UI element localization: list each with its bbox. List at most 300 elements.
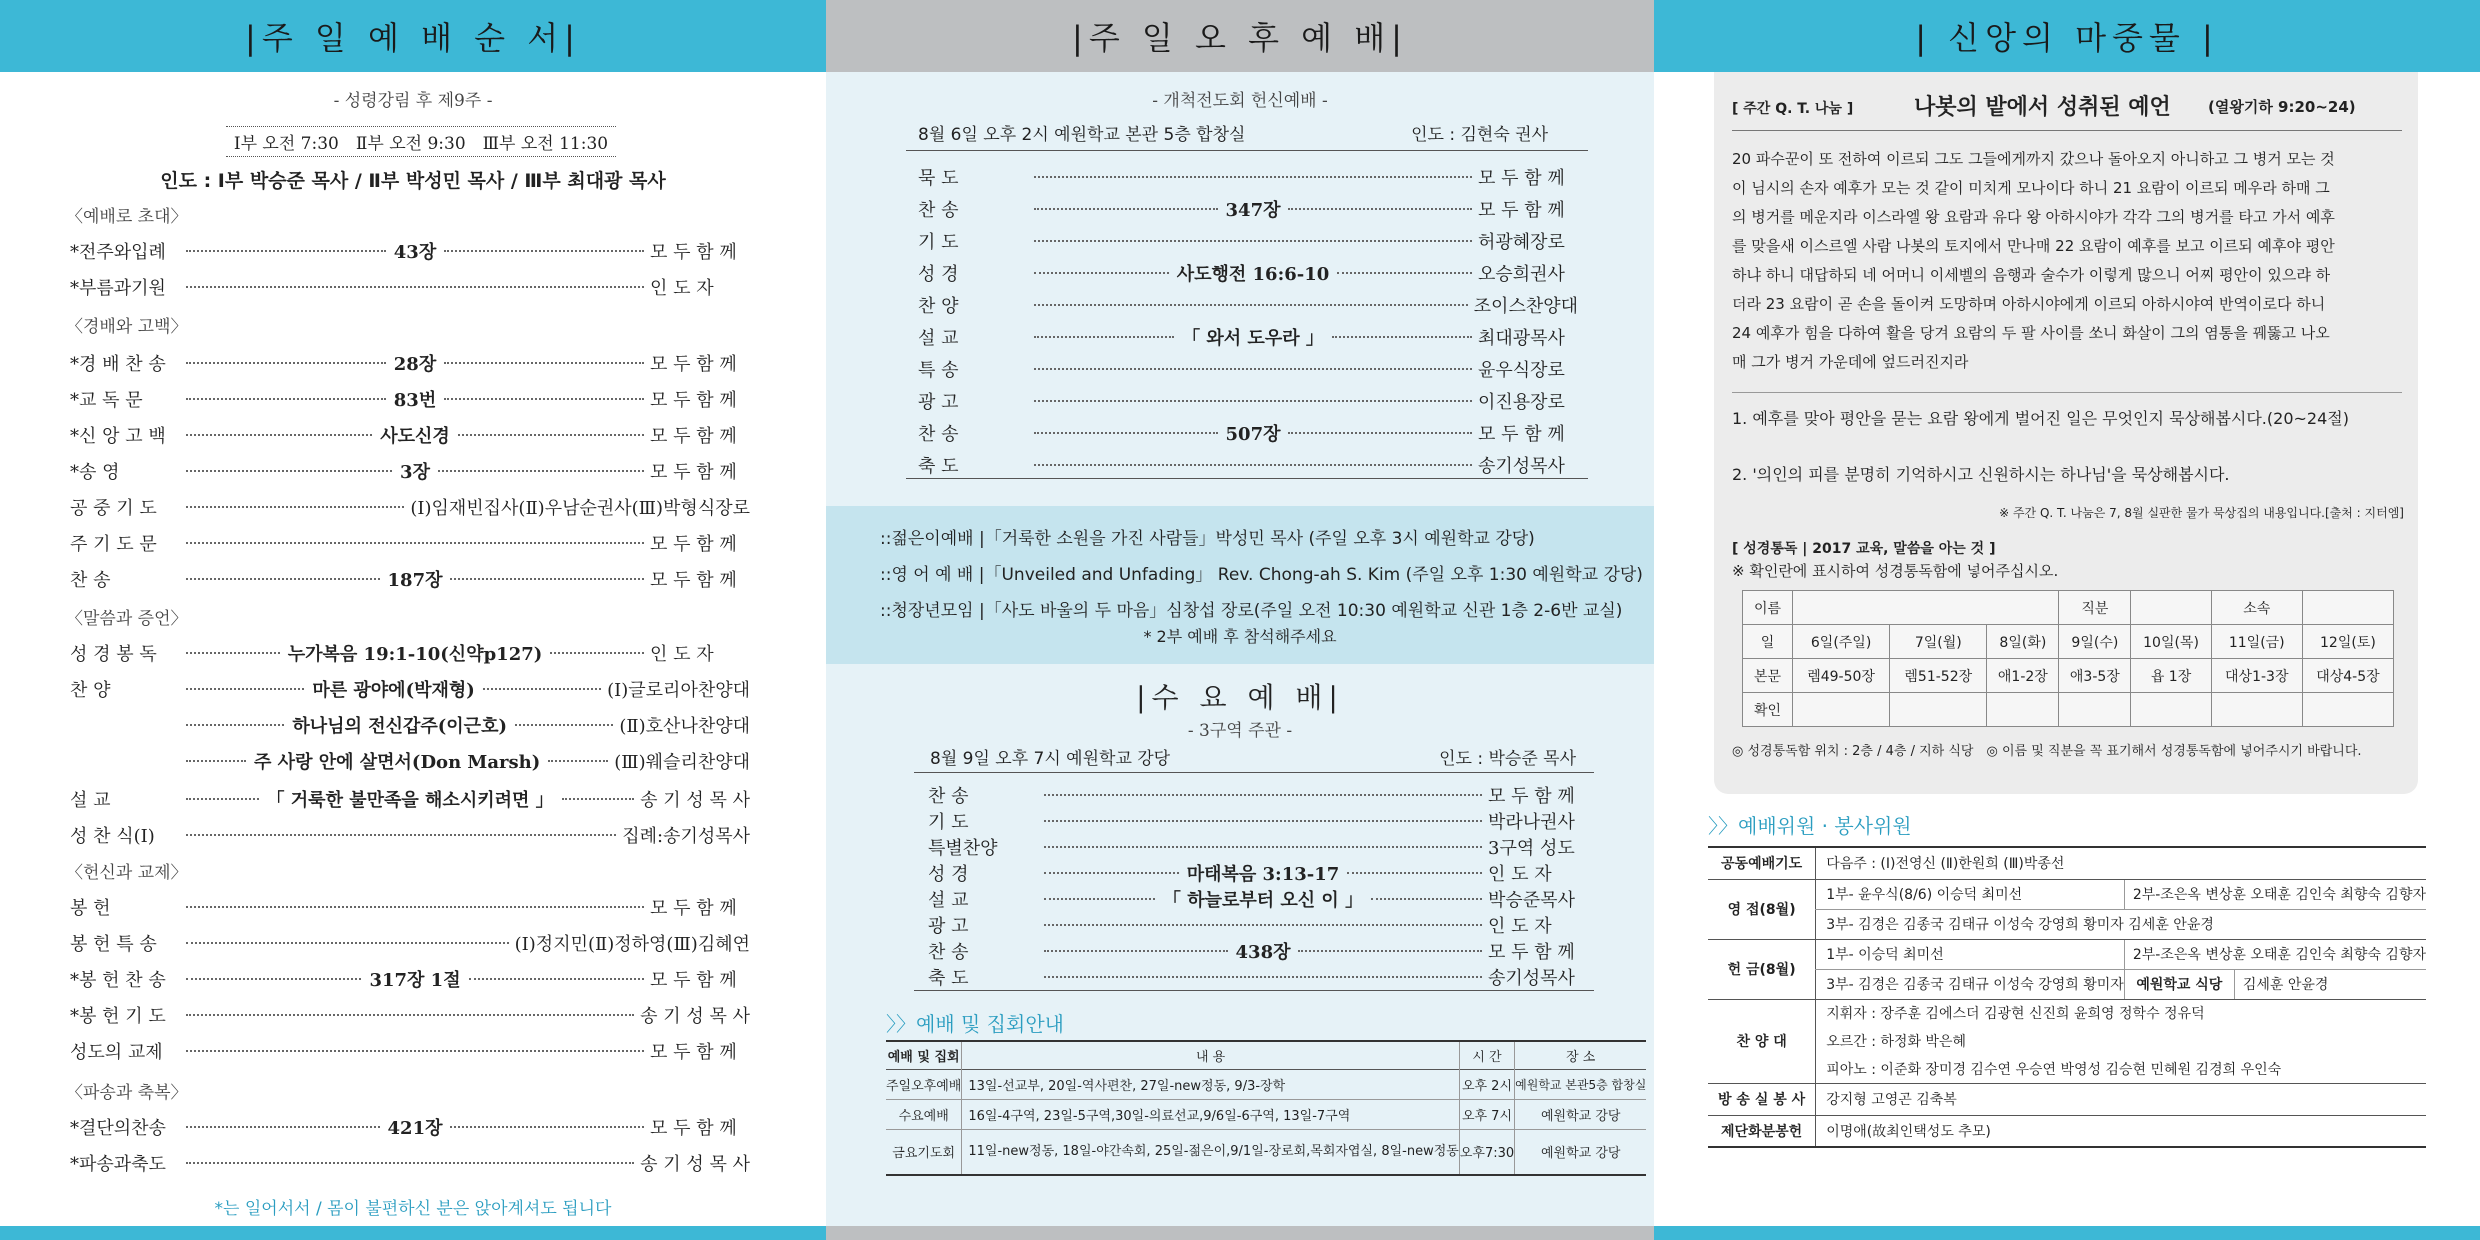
order-person: 모 두 함 께 [650,534,737,555]
order-row [70,748,750,774]
order-row [70,530,750,556]
wed-leader: 인도 : 박승준 목사 [1439,749,1576,769]
order-content: 누가복음 19:1-10(신약p127) [287,644,543,665]
leader-dots [186,506,404,508]
order-label: 설 교 [70,790,111,811]
order-person: (Ⅰ)글로리아찬양대 [607,680,750,701]
leader-dots [186,362,386,364]
order-person: 인 도 자 [650,278,714,299]
leader-dots [1044,976,1482,978]
leader-dots [450,1126,644,1128]
bt-check-box[interactable] [2059,693,2131,727]
order-label: 찬 양 [70,680,111,701]
qt-panel [1714,72,2418,794]
bt-check-box[interactable] [2302,693,2393,727]
leader-dots [1034,176,1472,178]
order-person: 인 도 자 [1488,916,1552,937]
order-person: 박라나권사 [1488,812,1575,833]
order-person: (Ⅱ)호산나찬양대 [619,716,750,737]
order-row [70,238,750,264]
footer-bar [1654,1226,2480,1240]
order-content: 28장 [393,354,437,375]
leader-dots [186,798,259,800]
guide-cell: 금요기도회 [892,1146,956,1162]
divider [1732,392,2402,393]
order-person: 3구역 성도 [1488,838,1575,859]
bt-day: 6일(주일) [1793,625,1890,659]
order-label: 설 교 [928,890,969,911]
order-person: 모 두 함 께 [650,390,737,411]
order-label: 축 도 [918,456,959,477]
guide-header: 장 소 [1515,1041,1647,1069]
leader-dots [1034,272,1169,274]
order-row [928,938,1588,964]
leader-dots [1288,432,1472,434]
leader-dots [186,906,644,908]
bt-check-box[interactable] [1890,693,1987,727]
leader-dots [186,434,372,436]
leader-dots [186,286,644,288]
order-row [70,966,750,992]
leader-dots [562,798,635,800]
leader-dots [483,688,601,690]
bt-reading: 애1-2장 [1987,659,2059,693]
serve-label: 영 접(8월) [1708,879,1816,939]
bt-reading: 렘49-50장 [1793,659,1890,693]
order-label: *봉 헌 기 도 [70,1006,166,1027]
order-person: 모 두 함 께 [650,1118,737,1139]
order-label: *교 독 문 [70,390,143,411]
bt-cell: 소속 [2211,591,2302,625]
service-leader: 인도 : 김현숙 권사 [1411,125,1548,145]
bt-cell: 본문 [1743,659,1793,693]
guide-table [886,1040,1646,1176]
footer-bar [0,1226,826,1240]
leader-dots [186,760,246,762]
leader-dots [1044,820,1482,822]
leader-dots [186,1126,380,1128]
column-faith-primer [1654,0,2480,1240]
order-person: 모 두 함 께 [650,242,737,263]
order-row [70,494,750,520]
serve-label: 헌 금(8월) [1708,939,1816,999]
order-row [70,386,750,412]
leader-dots [1034,432,1218,434]
bible-footnote: ◎ 성경통독함 위치 : 2층 / 4층 / 지하 식당 ◎ 이름 및 직분을 꼭 표기해서 성경통독함에 넣어주시기 바랍니다. [1732,744,2362,759]
order-person: 송 기 성 목 사 [640,790,750,811]
bt-cell: 직분 [2059,591,2131,625]
guide-header: 내 용 [962,1041,1459,1069]
order-person: 모 두 함 께 [650,426,737,447]
service-info: 8월 6일 오후 2시 예원학교 본관 5층 합창실 [918,125,1246,145]
qt-text-line: 더라 23 요람이 곧 손을 돌이켜 도망하며 아하시야에게 이르되 아하시야여 반역이로다 하니 [1732,295,2326,313]
order-person: 모 두 함 께 [1488,786,1575,807]
bt-day: 11일(금) [2211,625,2302,659]
order-row [928,860,1588,886]
order-label: *부름과기원 [70,278,166,299]
leader-dots [1044,924,1482,926]
guide-cell: 오후 2시 [1459,1069,1514,1099]
bible-note: ※ 확인란에 표시하여 성경통독함에 넣어주십시오. [1732,562,2059,580]
bt-cell: 이름 [1743,591,1793,625]
order-label: 찬 양 [918,296,959,317]
order-label: 찬 송 [928,942,969,963]
order-person: 송기성목사 [1478,456,1565,477]
bt-reading: 대상1-3장 [2211,659,2302,693]
order-person: 인 도 자 [650,644,714,665]
order-row [918,324,1578,350]
leader-dots [1034,464,1472,466]
leader-dots [1044,794,1482,796]
order-content: 83번 [393,390,437,411]
order-content: 43장 [393,242,437,263]
notice-adult: ::청장년모임 |「사도 바울의 두 마음」심창섭 장로(주일 오전 10:30 예원학교 신관 1층 2-6반 교실) [880,601,1623,621]
leader-dots [1337,272,1472,274]
wed-title: |수 요 예 배| [1136,681,1344,714]
wed-info: 8월 9일 오후 7시 예원학교 강당 [930,749,1171,769]
serve-cell: 강지형 고영곤 김축복 [1816,1083,2426,1115]
order-content: 438장 [1235,942,1291,963]
order-label: 찬 송 [918,200,959,221]
leader-dots [186,250,386,252]
serve-cell: 1부- 윤우식(8/6) 이승덕 최미선 [1816,879,2125,909]
column-title: |주 일 오 후 예 배| [826,0,1654,72]
order-content: 사도행전 16:6-10 [1176,264,1330,285]
leader-dots [186,542,644,544]
bt-day: 12일(토) [2302,625,2393,659]
serve-title: 〉〉예배위원 · 봉사위원 [1708,814,1912,838]
order-person: 모 두 함 께 [1488,942,1575,963]
order-label: 주 기 도 문 [70,534,157,555]
subtitle: - 성령강림 후 제9주 - [333,91,493,111]
leader-dots [1044,846,1482,848]
bt-day: 7일(월) [1890,625,1987,659]
bt-check-box[interactable] [2131,693,2211,727]
order-label: 성 찬 식(Ⅰ) [70,826,155,847]
order-content: 187장 [387,570,443,591]
order-row [70,676,750,702]
leader-dots [186,834,616,836]
bible-title: [ 성경통독 | 2017 교육, 말씀을 아는 것 ] [1732,541,1996,557]
serve-cell: 다음주 : (Ⅰ)전영신 (Ⅱ)한원희 (Ⅲ)박종선 [1816,847,2426,879]
order-label: 광 고 [918,392,959,413]
order-person: (Ⅲ)웨슬리찬양대 [614,752,750,773]
guide-cell: 오후 7시 [1459,1099,1514,1129]
order-row [918,260,1578,286]
order-person: 송 기 성 목 사 [640,1006,750,1027]
wed-subtitle: - 3구역 주관 - [1187,721,1293,741]
order-person: 오승희권사 [1478,264,1565,285]
column-sunday-order [0,0,826,1240]
leader-dots [1044,872,1179,874]
guide-header: 예배 및 집회 [887,1049,960,1065]
order-label: 축 도 [928,968,969,989]
order-row [928,886,1588,912]
order-label: 기 도 [918,232,959,253]
order-row [918,164,1578,190]
serve-label: 찬 양 대 [1708,999,1816,1083]
serve-label: 공동예배기도 [1708,847,1816,879]
leader-dots [186,978,361,980]
guide-cell: 주일오후예배 [886,1078,962,1094]
qt-text-line: 24 예후가 힘을 다하여 활을 당겨 요람의 두 팔 사이를 쏘니 화살이 그의 염통을 꿰뚫고 나오 [1732,324,2330,342]
order-row [70,822,750,848]
order-row [928,912,1588,938]
bt-day: 10일(목) [2131,625,2211,659]
order-person: 인 도 자 [1488,864,1552,885]
order-label: *결단의찬송 [70,1118,166,1139]
order-label: 기 도 [928,812,969,833]
order-row [70,640,750,666]
order-label: 설 교 [918,328,959,349]
order-content: 「 하늘로부터 오신 이 」 [1162,890,1364,911]
order-row [70,274,750,300]
order-label: 묵 도 [918,168,959,189]
qt-tag: [ 주간 Q. T. 나눔 ] [1732,101,1854,117]
leader-dots [1288,208,1472,210]
leader-dots [1332,336,1472,338]
order-row [918,228,1578,254]
order-label: 찬 송 [928,786,969,807]
guide-cell: 11일-new정동, 18일-야간속회, 25일-젊은이,9/1일-장로회,목회자엽실, 8일-new정동 [962,1129,1459,1175]
leader-dots [1034,400,1472,402]
order-row [70,1038,750,1064]
order-person: 허광혜장로 [1478,232,1565,253]
order-row [918,356,1578,382]
order-label: *전주와입례 [70,242,166,263]
order-content: 「 와서 도우라 」 [1182,328,1324,349]
leader-dots [550,652,644,654]
bt-input[interactable] [2131,591,2211,625]
guide-title: 〉〉예배 및 집회안내 [886,1012,1064,1036]
qt-text-line: 매 그가 병거 가운데에 엎드러진지라 [1732,353,1969,371]
order-person: 모 두 함 께 [1478,168,1565,189]
order-label: *송 영 [70,462,120,483]
serve-cell: 지휘자 : 장주훈 김에스더 김광현 신진희 윤희영 정학수 정유덕 [1816,999,2426,1027]
divider [906,150,1588,151]
qt-title: 나봇의 밭에서 성취된 예언 [1914,95,2171,120]
order-row [70,894,750,920]
leader-dots [1034,304,1468,306]
divider [906,478,1588,479]
order-label: 찬 송 [918,424,959,445]
divider [1732,130,2402,131]
order-row [70,566,750,592]
order-content: 317장 1절 [369,970,461,991]
leader-dots [186,652,280,654]
qt-question-2: 2. '의인의 피를 분명히 기억하시고 신원하시는 하나님'을 묵상해봅시다. [1732,465,2230,484]
order-label: 특 송 [918,360,959,381]
leader-dots [1034,208,1218,210]
leader-dots [1034,368,1472,370]
order-label: 봉 헌 [70,898,111,919]
bt-check-box[interactable] [2211,693,2302,727]
order-content: 주 사랑 안에 살면서(Don Marsh) [254,752,541,773]
bt-reading: 애3-5장 [2059,659,2131,693]
order-person: 최대광목사 [1478,328,1565,349]
leader-dots [444,250,644,252]
order-label: 성 경 봉 독 [70,644,157,665]
bible-table [1742,590,2394,727]
order-label: 성도의 교제 [70,1042,163,1063]
order-person: 박승준목사 [1488,890,1575,911]
leader-dots [186,1050,644,1052]
order-content: 3장 [400,462,430,483]
order-content: 「 거룩한 불만족을 해소시키려면 」 [266,790,554,811]
qt-text-line: 이 님시의 손자 예후가 모는 것 같이 미치게 모나이다 하니 21 요람이 이르되 메우라 하매 그 [1732,179,2330,197]
bt-reading: 욥 1장 [2131,659,2211,693]
footer-bar [826,1226,1654,1240]
qt-reference: (열왕기하 9:20~24) [2208,98,2356,116]
leader-dots [1034,336,1174,338]
order-content: 하나님의 전신갑주(이근호) [292,716,507,737]
order-label: 공 중 기 도 [70,498,157,519]
serve-cell: 3부- 김경은 김종국 김태규 이성숙 강영희 황미자 [1816,969,2125,999]
leader-dots [186,724,284,726]
leader-dots [186,1162,634,1164]
order-content: 마른 광야에(박재형) [312,680,475,701]
notice-note: * 2부 예배 후 참석해주세요 [1143,627,1337,646]
order-label: 봉 헌 특 송 [70,934,157,955]
order-label: *경 배 찬 송 [70,354,166,375]
column-afternoon-service [826,0,1654,1240]
order-person: 윤우식장로 [1478,360,1565,381]
leaders: 인도 : Ⅰ부 박승준 목사 / Ⅱ부 박성민 목사 / Ⅲ부 최대광 목사 [160,170,666,192]
bt-cell: 확인 [1743,693,1793,727]
leader-dots [186,1014,634,1016]
serve-cell: 3부- 김경은 김종국 김태규 이성숙 강영희 황미자 김세훈 안윤경 [1816,909,2426,939]
qt-text-line: 의 병거를 메운지라 이스라엘 왕 요람과 유다 왕 아하시야가 각각 그의 병거를 타고 가서 예후 [1732,208,2335,226]
order-person: (Ⅰ)임재빈집사(Ⅱ)우남순권사(Ⅲ)박형식장로 [410,498,750,519]
divider [914,990,1594,991]
guide-cell: 오후7:30 [1459,1129,1514,1175]
order-person: 조이스찬양대 [1473,296,1578,317]
order-row [928,808,1588,834]
order-row [928,964,1588,990]
column-title: | 신앙의 마중물 | [1654,0,2480,72]
order-row [70,1150,750,1176]
leader-dots [186,470,392,472]
leader-dots [186,398,386,400]
service-times: Ⅰ부 오전 7:30 Ⅱ부 오전 9:30 Ⅲ부 오전 11:30 [226,126,616,157]
order-content: 507장 [1225,424,1281,445]
qt-question-1: 1. 예후를 맞아 평안을 묻는 요람 왕에게 벌어진 일은 무엇인지 묵상해봅시다.(20~24절) [1732,409,2349,428]
notice-young: ::젊은이예배 |「거룩한 소원을 가진 사람들」박성민 목사 (주일 오후 3시 예원학교 강당) [880,529,1535,549]
leader-dots [1371,898,1482,900]
leader-dots [1347,872,1482,874]
order-person: 모 두 함 께 [650,898,737,919]
order-row [70,350,750,376]
leader-dots [444,398,644,400]
order-row [928,782,1588,808]
serve-cell: 이명애(故최인택성도 추모) [1816,1115,2426,1147]
leader-dots [1044,898,1155,900]
order-row [918,388,1578,414]
order-row [70,422,750,448]
leader-dots [186,578,380,580]
order-label: 특별찬양 [928,838,998,859]
order-person: 모 두 함 께 [1478,200,1565,221]
order-person: 모 두 함 께 [650,354,737,375]
bt-reading: 대상4-5장 [2302,659,2393,693]
order-row [918,452,1578,478]
serve-cell: 2부-조은옥 변상훈 오태훈 김인숙 최향숙 김향자 [2124,879,2426,909]
serve-cell: 김세훈 안윤경 [2234,969,2426,999]
footnote: *는 일어서서 / 몸이 불편하신 분은 앉아계셔도 됩니다 [214,1199,612,1219]
guide-cell: 예원학교 강당 [1515,1129,1647,1175]
leader-dots [469,978,644,980]
order-label: 광 고 [928,916,969,937]
guide-cell: 예원학교 본관5층 합창실 [1515,1069,1647,1099]
bt-reading: 렘51-52장 [1890,659,1987,693]
leader-dots [548,760,608,762]
bt-day: 8일(화) [1987,625,2059,659]
leader-dots [1034,240,1472,242]
order-content: 사도신경 [380,426,450,447]
leader-dots [186,942,509,944]
order-label: *파송과축도 [70,1154,166,1175]
order-person: 모 두 함 께 [1478,424,1565,445]
order-person: 모 두 함 께 [650,970,737,991]
order-row [918,420,1578,446]
guide-cell: 13일-선교부, 20일-역사편찬, 27일-new정동, 9/3-장학 [962,1069,1459,1099]
order-row [70,1114,750,1140]
section-heading: 〈경배와 고백〉 [66,317,188,337]
order-row [70,786,750,812]
order-person: 이진용장로 [1478,392,1565,413]
guide-cell: 수요예배 [898,1108,949,1124]
bt-check-box[interactable] [1987,693,2059,727]
serve-cell: 2부-조은옥 변상훈 오태훈 김인숙 최향숙 김향자 [2124,939,2426,969]
bt-day: 9일(수) [2059,625,2131,659]
order-person: (Ⅰ)정지민(Ⅱ)정하영(Ⅲ)김혜연 [514,934,750,955]
order-content: 421장 [387,1118,443,1139]
order-label: *신 앙 고 백 [70,426,166,447]
leader-dots [438,470,644,472]
bt-check-box[interactable] [1793,693,1890,727]
column-title: |주 일 예 배 순 서| [0,0,826,72]
order-person: 송 기 성 목 사 [640,1154,750,1175]
leader-dots [1044,950,1228,952]
order-label: 찬 송 [70,570,111,591]
order-person: 모 두 함 께 [650,462,737,483]
section-heading: 〈예배로 초대〉 [66,207,188,227]
section-heading: 〈말씀과 증언〉 [66,609,188,629]
order-row [70,458,750,484]
order-person: 모 두 함 께 [650,570,737,591]
order-row [70,1002,750,1028]
order-label: 성 경 [918,264,959,285]
divider [914,772,1594,773]
guide-cell: 16일-4구역, 23일-5구역,30일-의료선교,9/6일-6구역, 13일-7구역 [962,1099,1459,1129]
bt-input[interactable] [1793,591,2059,625]
qt-text-line: 를 맞을새 이스르엘 사람 나봇의 토지에서 만나매 22 요람이 예후를 보고 이르되 예후야 평안 [1732,237,2335,255]
qt-text-line: 20 파수꾼이 또 전하여 이르되 그도 그들에게까지 갔으나 돌아오지 아니하고 그 병거 모는 것 [1732,150,2335,168]
serve-label: 방 송 실 봉 사 [1708,1083,1816,1115]
bt-input[interactable] [2302,591,2393,625]
order-row [70,712,750,738]
order-row [928,834,1588,860]
order-person: 모 두 함 께 [650,1042,737,1063]
subtitle: - 개척전도회 헌신예배 - [1152,91,1328,111]
serve-cell: 피아노 : 이준화 장미경 김수연 우승연 박영성 김승현 민혜원 김경희 우인숙 [1816,1055,2426,1083]
serve-label: 제단화분봉헌 [1721,1123,1803,1140]
leader-dots [458,434,644,436]
guide-cell: 예원학교 강당 [1515,1099,1647,1129]
order-row [70,930,750,956]
guide-header: 시 간 [1459,1041,1514,1069]
order-content: 347장 [1225,200,1281,221]
